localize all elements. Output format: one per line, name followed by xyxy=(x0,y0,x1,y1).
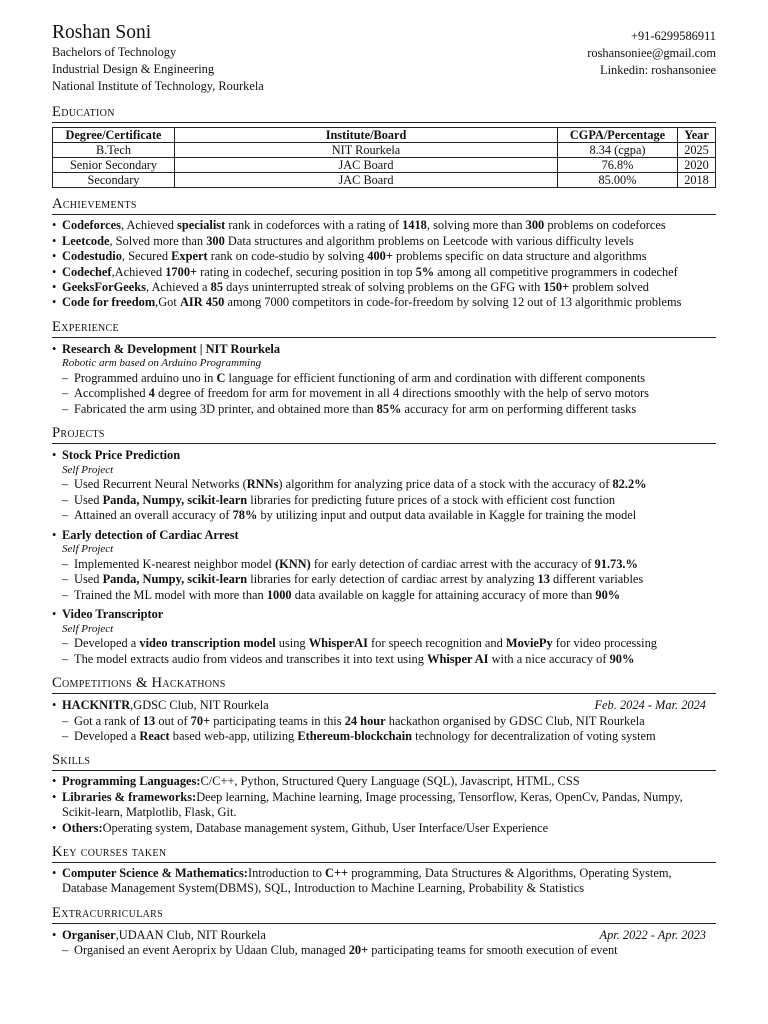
table-cell: 8.34 (cgpa) xyxy=(558,143,678,158)
list-item: – Implemented K-nearest neighbor model (KNN) for early detection of cardiac arrest with the accuracy of 91.73.% xyxy=(62,557,716,572)
entry-head xyxy=(52,342,716,358)
linkedin-handle[interactable]: Linkedin: roshansoniee xyxy=(600,62,716,77)
project-entry xyxy=(52,528,716,603)
list-item: – Attained an overall accuracy of 78% by utilizing input and output data available in Kaggle for training the model xyxy=(62,508,716,523)
section-title-extracurriculars: Extracurriculars xyxy=(52,904,716,924)
entry-title: • Stock Price Prediction xyxy=(62,448,181,463)
table-cell: 2025 xyxy=(678,143,716,158)
entry-subtitle: Self Project xyxy=(62,543,114,556)
section-title-experience: Experience xyxy=(52,318,716,338)
entry-subtitle: Self Project xyxy=(62,622,114,635)
entry-bullets xyxy=(52,477,716,523)
table-cell: 2020 xyxy=(678,158,716,173)
candidate-name: Roshan Soni xyxy=(52,22,152,43)
competition-entry xyxy=(52,698,716,744)
table-cell: Senior Secondary xyxy=(53,158,175,173)
project-entry xyxy=(52,607,716,667)
section-title-achievements: Achievements xyxy=(52,195,716,215)
list-item: • Programming Languages:C/C++, Python, Structured Query Language (SQL), Javascript, HTML, CSS xyxy=(52,774,716,789)
achievements-list xyxy=(52,218,716,310)
list-item: • Codestudio, Secured Expert rank on code-studio by solving 400+ problems specific on data structure and algorithms xyxy=(52,249,716,264)
experience-section xyxy=(52,318,716,417)
courses-list xyxy=(52,866,716,897)
section-title-competitions: Competitions & Hackathons xyxy=(52,674,716,694)
entry-bullets xyxy=(52,943,716,958)
entry-bullets xyxy=(52,636,716,667)
list-item: • Codeforces, Achieved specialist rank in codeforces with a rating of 1418, solving more than 300 problems on codeforces xyxy=(52,218,716,233)
entry-head xyxy=(52,448,716,464)
entry-title: • HACKNITR,GDSC Club, NIT Rourkela xyxy=(62,698,269,713)
table-cell: NIT Rourkela xyxy=(175,143,558,158)
list-item: • Code for freedom,Got AIR 450 among 7000 competitors in code-for-freedom by solving 12 out of 13 algorithmic problems xyxy=(52,295,716,310)
section-title-projects: Projects xyxy=(52,424,716,444)
entry-head xyxy=(52,698,716,714)
header-right xyxy=(587,22,716,78)
col-cgpa: CGPA/Percentage xyxy=(558,128,678,143)
entry-title: • Research & Development | NIT Rourkela xyxy=(62,341,281,356)
department-line: Industrial Design & Engineering xyxy=(52,61,215,76)
list-item: – Used Recurrent Neural Networks (RNNs) algorithm for analyzing price data of a stock with the accuracy of 82.2% xyxy=(62,477,716,492)
entry-head xyxy=(52,607,716,623)
section-title-courses: Key courses taken xyxy=(52,843,716,863)
courses-section xyxy=(52,843,716,897)
table-row xyxy=(53,158,716,173)
skills-section xyxy=(52,751,716,836)
table-row xyxy=(53,143,716,158)
list-item: • Others:Operating system, Database management system, Github, User Interface/User Experience xyxy=(52,821,716,836)
entry-date: Feb. 2024 - Mar. 2024 xyxy=(594,698,706,713)
list-item: • Libraries & frameworks:Deep learning, Machine learning, Image processing, Tensorflow, Keras, OpenCv, Pandas, Numpy, Scikit-learn, Matplotlib, Flask, Git. xyxy=(52,790,716,821)
skills-list xyxy=(52,774,716,836)
entry-bullets xyxy=(52,714,716,745)
table-cell: 76.8% xyxy=(558,158,678,173)
table-header-row xyxy=(53,128,716,143)
col-degree: Degree/Certificate xyxy=(53,128,175,143)
entry-subtitle: Self Project xyxy=(62,463,114,476)
education-table xyxy=(52,127,716,188)
competitions-section xyxy=(52,674,716,744)
institute-line: National Institute of Technology, Rourkela xyxy=(52,78,264,93)
list-item: – The model extracts audio from videos and transcribes it into text using Whisper AI with a nice accuracy of 90% xyxy=(62,652,716,667)
col-institute: Institute/Board xyxy=(175,128,558,143)
section-title-education: Education xyxy=(52,103,716,123)
list-item: – Developed a video transcription model using WhisperAI for speech recognition and MoviePy for video processing xyxy=(62,636,716,651)
entry-bullets xyxy=(52,557,716,603)
list-item: – Trained the ML model with more than 1000 data available on kaggle for attaining accuracy of more than 90% xyxy=(62,588,716,603)
section-title-skills: Skills xyxy=(52,751,716,771)
list-item: – Used Panda, Numpy, scikit-learn libraries for early detection of cardiac arrest by analyzing 13 different variables xyxy=(62,572,716,587)
entry-title: • Early detection of Cardiac Arrest xyxy=(62,527,239,542)
resume-header xyxy=(52,22,716,94)
header-left xyxy=(52,22,264,94)
phone-number[interactable]: +91-6299586911 xyxy=(631,29,716,43)
list-item: – Used Panda, Numpy, scikit-learn libraries for predicting future prices of a stock with efficient cost function xyxy=(62,493,716,508)
entry-head xyxy=(52,928,716,944)
col-year: Year xyxy=(678,128,716,143)
list-item: – Got a rank of 13 out of 70+ participating teams in this 24 hour hackathon organised by GDSC Club, NIT Rourkela xyxy=(62,714,716,729)
table-cell: B.Tech xyxy=(53,143,175,158)
list-item: • GeeksForGeeks, Achieved a 85 days uninterrupted streak of solving problems on the GFG with 150+ problem solved xyxy=(52,280,716,295)
project-entry xyxy=(52,448,716,523)
list-item: • Codechef,Achieved 1700+ rating in codechef, securing position in top 5% among all competitive programmers in codechef xyxy=(52,265,716,280)
list-item: • Leetcode, Solved more than 300 Data structures and algorithm problems on Leetcode with various difficulty levels xyxy=(52,234,716,249)
table-cell: JAC Board xyxy=(175,158,558,173)
extracurriculars-section xyxy=(52,904,716,959)
entry-date: Apr. 2022 - Apr. 2023 xyxy=(599,927,706,942)
list-item: • Computer Science & Mathematics:Introduction to C++ programming, Data Structures & Algorithms, Operating System, Database Management System(DBMS), SQL, Introduction to Machine Learning, Probability & Statistics xyxy=(52,866,716,897)
table-row xyxy=(53,173,716,188)
list-item: – Accomplished 4 degree of freedom for arm for movement in all 4 directions smoothly with the help of servo motors xyxy=(62,386,716,401)
entry-title: • Video Transcriptor xyxy=(62,607,164,622)
experience-entry xyxy=(52,342,716,417)
entry-subtitle: Robotic arm based on Arduino Programming xyxy=(62,357,262,370)
table-cell: Secondary xyxy=(53,173,175,188)
list-item: – Fabricated the arm using 3D printer, and obtained more than 85% accuracy for arm on performing different tasks xyxy=(62,402,716,417)
list-item: – Organised an event Aeroprix by Udaan Club, managed 20+ participating teams for smooth execution of event xyxy=(62,943,716,958)
entry-head xyxy=(52,528,716,544)
education-section xyxy=(52,103,716,188)
table-cell: 2018 xyxy=(678,173,716,188)
table-cell: JAC Board xyxy=(175,173,558,188)
projects-section xyxy=(52,424,716,667)
list-item: – Programmed arduino uno in C language for efficient functioning of arm and cordination with different components xyxy=(62,371,716,386)
achievements-section xyxy=(52,195,716,310)
entry-title: • Organiser,UDAAN Club, NIT Rourkela xyxy=(62,927,266,942)
degree-line: Bachelors of Technology xyxy=(52,45,177,59)
email-address[interactable]: roshansoniee@gmail.com xyxy=(587,45,716,60)
entry-bullets xyxy=(52,371,716,417)
list-item: – Developed a React based web-app, utilizing Ethereum-blockchain technology for decentralization of voting system xyxy=(62,729,716,744)
extracurricular-entry xyxy=(52,928,716,959)
table-cell: 85.00% xyxy=(558,173,678,188)
